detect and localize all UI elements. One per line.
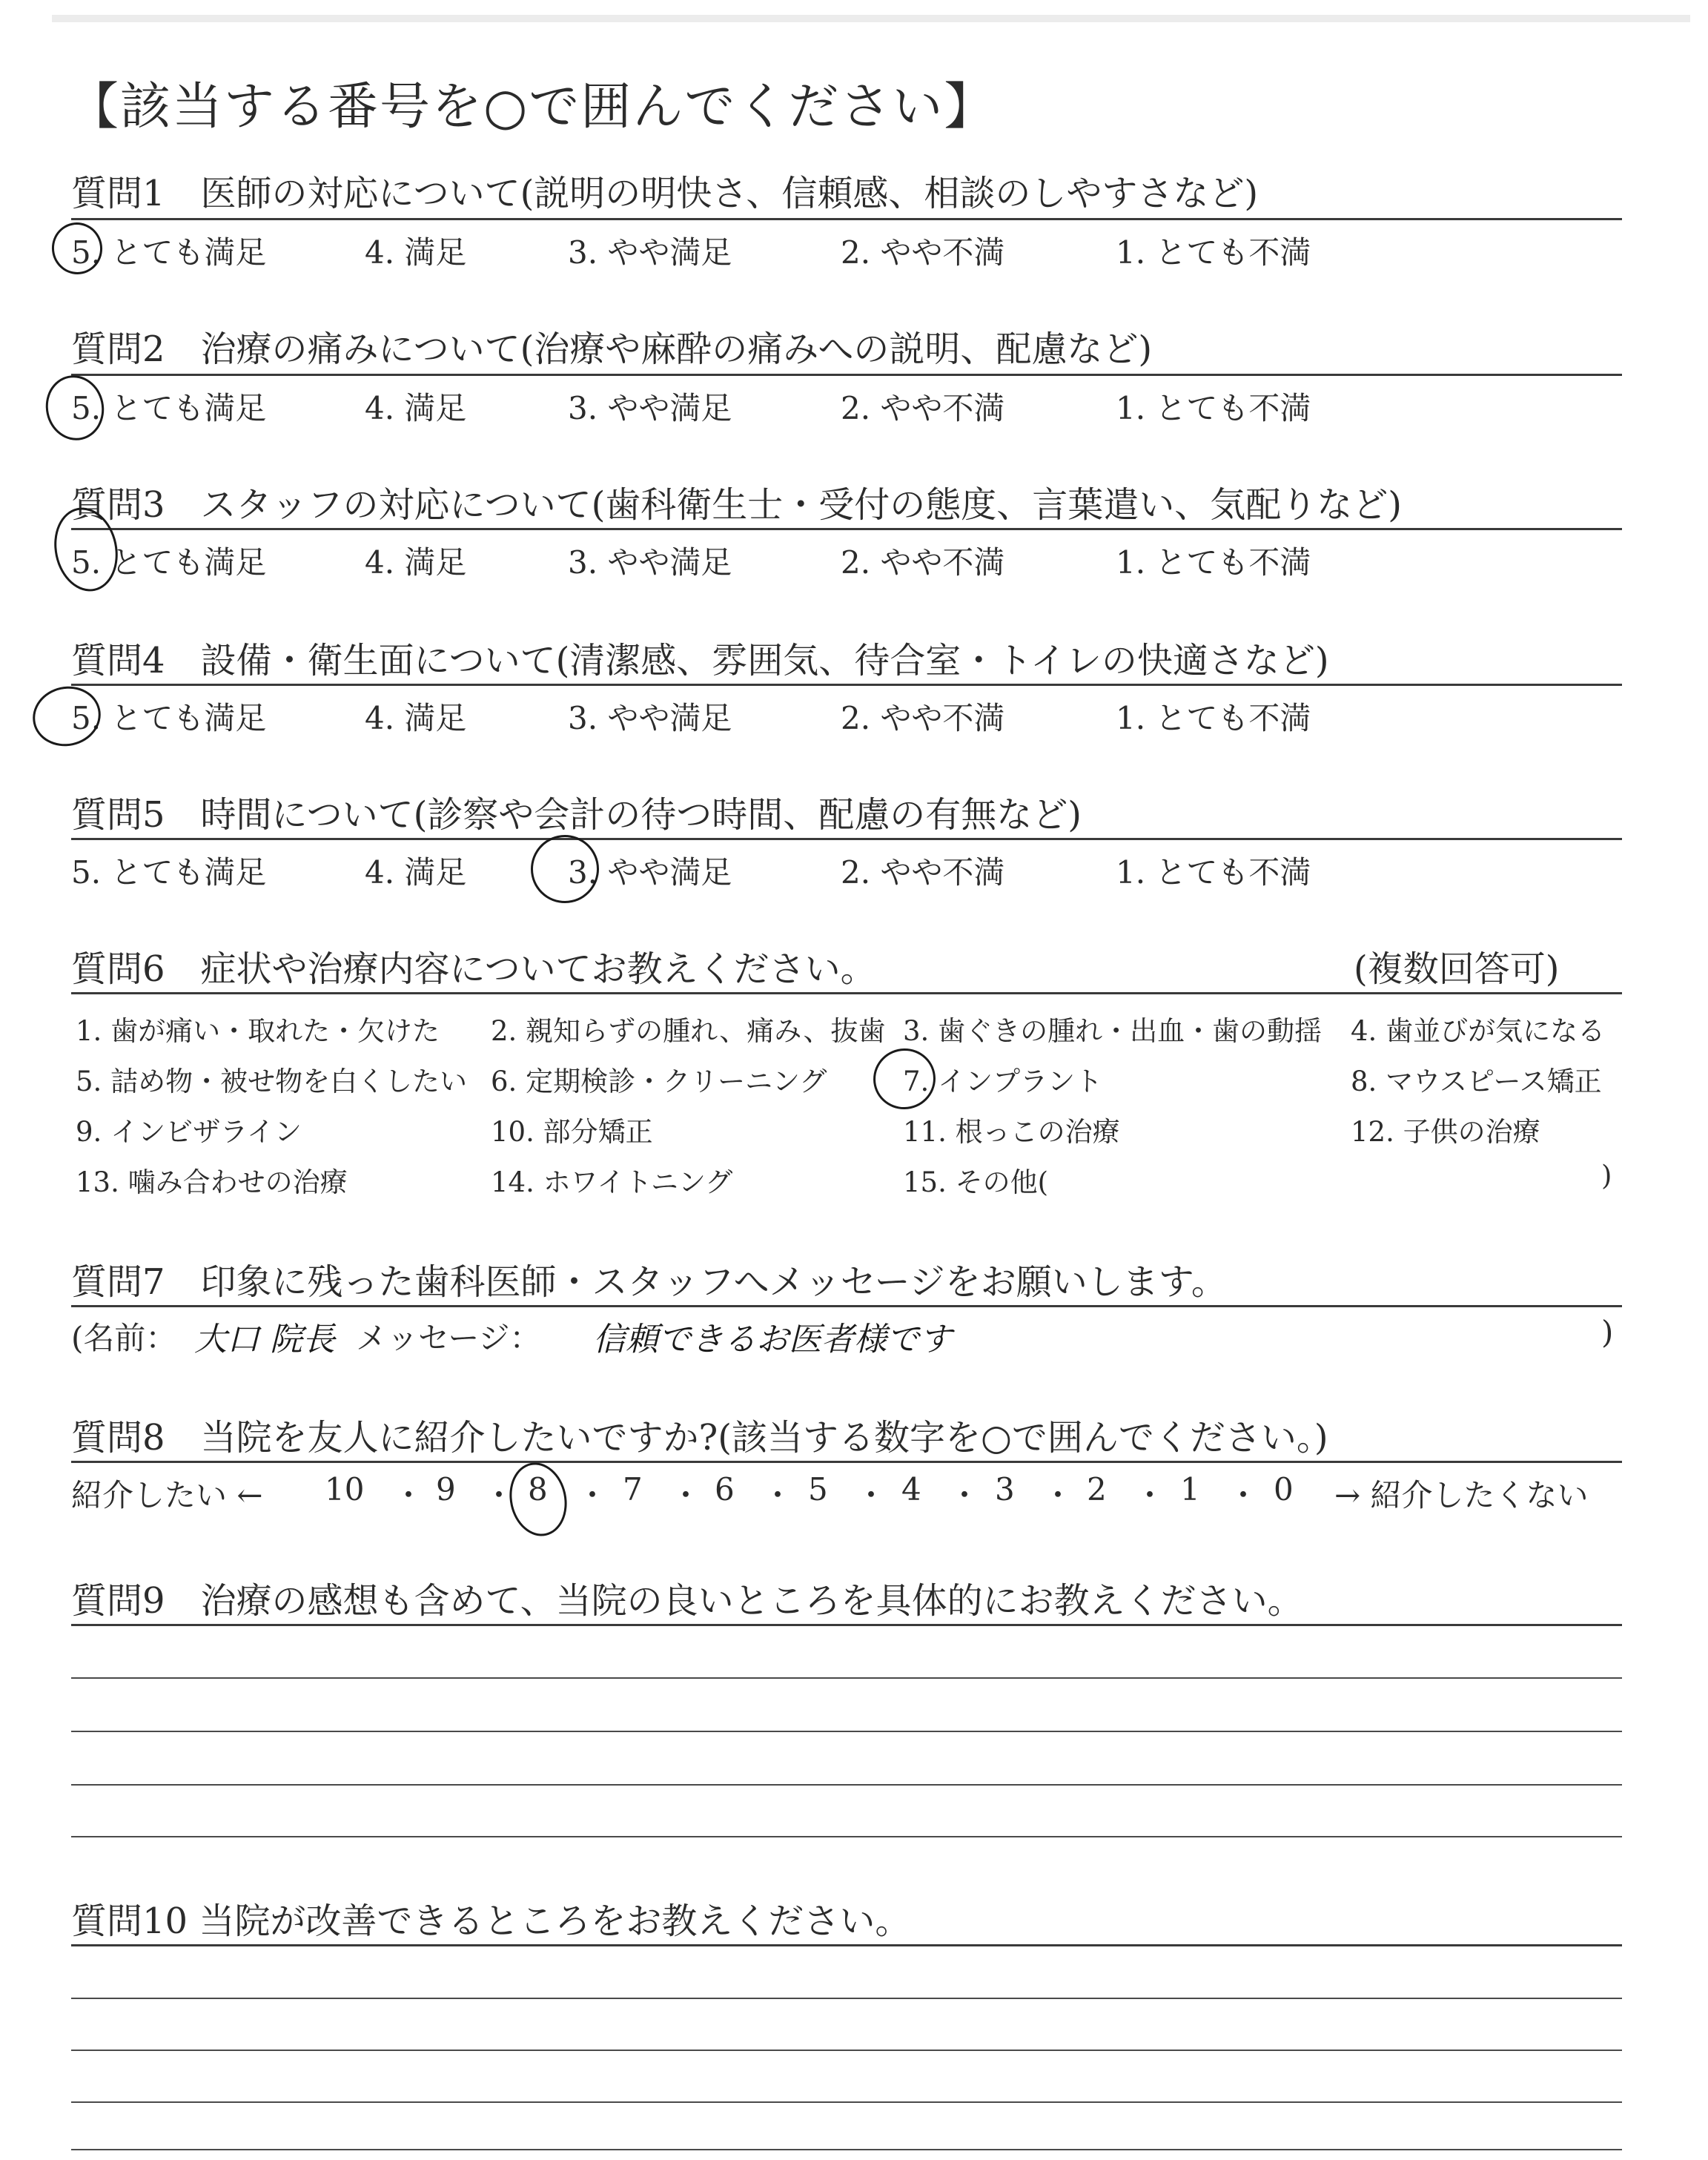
q4-answer-circle (27, 680, 107, 752)
q2-option-5[interactable]: 5. とても満足 (71, 390, 267, 426)
q7-message-value[interactable]: 信頼できるお医者様です (593, 1321, 952, 1358)
q8-dot: ・ (670, 1477, 702, 1513)
q3-option-2[interactable]: 2. やや不満 (841, 544, 1005, 581)
q5-option-3[interactable]: 3. やや満足 (568, 854, 732, 891)
q10-rule (71, 1944, 1622, 1946)
q1-option-1[interactable]: 1. とても不満 (1116, 234, 1311, 271)
q6-item-14[interactable]: 14. ホワイトニング (491, 1166, 733, 1198)
q8-score-7[interactable]: 7 (623, 1471, 643, 1507)
q8-rule (71, 1461, 1622, 1463)
q8-score-4[interactable]: 4 (901, 1471, 921, 1507)
q5-option-5[interactable]: 5. とても満足 (71, 854, 267, 891)
q9-answer-line[interactable] (71, 1836, 1622, 1837)
q8-right-label: → 紹介したくない (1334, 1477, 1589, 1513)
q10-answer-line[interactable] (71, 2101, 1622, 2103)
q8-heading: 質問8 当院を友人に紹介したいですか?(該当する数字を○で囲んでください。) (71, 1417, 1328, 1459)
q2-option-4[interactable]: 4. 満足 (365, 390, 467, 426)
q8-score-2[interactable]: 2 (1087, 1471, 1107, 1507)
q7-name-label: (名前： (71, 1320, 177, 1356)
q3-heading: 質問3 スタッフの対応について(歯科衛生士・受付の態度、言葉遣い、気配りなど) (71, 484, 1403, 526)
q10-answer-line[interactable] (71, 1998, 1622, 1999)
q6-item-11[interactable]: 11. 根っこの治療 (903, 1116, 1120, 1148)
q3-option-5[interactable]: 5. とても満足 (71, 544, 267, 581)
q6-item-10[interactable]: 10. 部分矯正 (491, 1116, 653, 1148)
q8-score-3[interactable]: 3 (995, 1471, 1015, 1507)
q6-answer-circle (867, 1043, 941, 1115)
q1-option-5[interactable]: 5. とても満足 (71, 234, 267, 271)
q2-heading: 質問2 治療の痛みについて(治療や麻酔の痛みへの説明、配慮など) (71, 328, 1153, 370)
q5-heading: 質問5 時間について(診察や会計の待つ時間、配慮の有無など) (71, 794, 1082, 836)
q2-option-1[interactable]: 1. とても不満 (1116, 390, 1311, 426)
q8-dot: ・ (1134, 1477, 1166, 1513)
q6-item-3[interactable]: 3. 歯ぐきの腫れ・出血・歯の動揺 (903, 1015, 1323, 1047)
q6-item-6[interactable]: 6. 定期検診・クリーニング (491, 1066, 827, 1097)
q8-score-9[interactable]: 9 (436, 1471, 456, 1507)
q3-option-3[interactable]: 3. やや満足 (568, 544, 732, 581)
q1-option-4[interactable]: 4. 満足 (365, 234, 467, 271)
q5-option-2[interactable]: 2. やや不満 (841, 854, 1005, 891)
q4-option-1[interactable]: 1. とても不満 (1116, 700, 1311, 736)
q6-heading: 質問6 症状や治療内容についてお教えください。 (71, 948, 876, 990)
q6-item-15[interactable]: 15. その他( (903, 1166, 1049, 1198)
q6-item-13[interactable]: 13. 噛み合わせの治療 (76, 1166, 348, 1198)
q8-answer-circle (503, 1457, 573, 1542)
q8-dot: ・ (1042, 1477, 1074, 1513)
q8-score-8[interactable]: 8 (528, 1471, 548, 1507)
form-title: 【該当する番号を○で囲んでください】 (68, 78, 996, 136)
q8-score-0[interactable]: 0 (1274, 1471, 1294, 1507)
q7-rule (71, 1305, 1622, 1307)
q1-rule (71, 218, 1622, 220)
q6-item-2[interactable]: 2. 親知らずの腫れ、痛み、抜歯 (491, 1015, 886, 1047)
q6-item-7[interactable]: 7. インプラント (903, 1066, 1103, 1097)
q8-left-label: 紹介したい ← (71, 1477, 263, 1513)
q9-rule (71, 1624, 1622, 1626)
q6-item-9[interactable]: 9. インビザライン (76, 1116, 302, 1148)
q6-rule (71, 992, 1622, 994)
q8-score-6[interactable]: 6 (715, 1471, 735, 1507)
q8-dot: ・ (483, 1477, 515, 1513)
q7-close-paren: ) (1601, 1314, 1614, 1350)
q1-option-2[interactable]: 2. やや不満 (841, 234, 1005, 271)
q3-option-4[interactable]: 4. 満足 (365, 544, 467, 581)
q4-option-4[interactable]: 4. 満足 (365, 700, 467, 736)
q8-dot: ・ (949, 1477, 981, 1513)
q6-item-4[interactable]: 4. 歯並びが気になる (1351, 1015, 1606, 1047)
q10-heading: 質問10 当院が改善できるところをお教えください。 (71, 1900, 911, 1942)
q1-heading: 質問1 医師の対応について(説明の明快さ、信頼感、相談のしやすさなど) (71, 173, 1259, 214)
q2-option-2[interactable]: 2. やや不満 (841, 390, 1005, 426)
q6-item-12[interactable]: 12. 子供の治療 (1351, 1116, 1540, 1148)
q1-option-3[interactable]: 3. やや満足 (568, 234, 732, 271)
q6-item-1[interactable]: 1. 歯が痛い・取れた・欠けた (76, 1015, 440, 1047)
q9-answer-line[interactable] (71, 1784, 1622, 1786)
scan-top-edge (52, 15, 1690, 22)
q8-dot: ・ (393, 1477, 425, 1513)
q4-option-2[interactable]: 2. やや不満 (841, 700, 1005, 736)
q9-answer-line[interactable] (71, 1677, 1622, 1679)
q8-dot: ・ (762, 1477, 794, 1513)
q10-answer-line[interactable] (71, 2050, 1622, 2051)
q9-answer-line[interactable] (71, 1731, 1622, 1732)
q8-score-5[interactable]: 5 (808, 1471, 828, 1507)
q5-option-4[interactable]: 4. 満足 (365, 854, 467, 891)
q8-score-10[interactable]: 10 (325, 1471, 365, 1507)
q8-dot: ・ (855, 1477, 887, 1513)
q5-answer-circle (524, 828, 605, 909)
q8-score-1[interactable]: 1 (1180, 1471, 1200, 1507)
q8-dot: ・ (577, 1477, 609, 1513)
q6-item-8[interactable]: 8. マウスピース矯正 (1351, 1066, 1602, 1097)
q4-heading: 質問4 設備・衛生面について(清潔感、雰囲気、待合室・トイレの快適さなど) (71, 640, 1329, 681)
q3-option-1[interactable]: 1. とても不満 (1116, 544, 1311, 581)
q2-answer-circle (40, 370, 110, 446)
q10-answer-line[interactable] (71, 2149, 1622, 2150)
q2-option-3[interactable]: 3. やや満足 (568, 390, 732, 426)
q8-dot: ・ (1228, 1477, 1260, 1513)
q7-message-label: メッセージ： (356, 1320, 541, 1356)
q6-item-5[interactable]: 5. 詰め物・被せ物を白くしたい (76, 1066, 468, 1097)
q5-rule (71, 838, 1622, 840)
q4-option-5[interactable]: 5. とても満足 (71, 700, 267, 736)
q7-heading: 質問7 印象に残った歯科医師・スタッフへメッセージをお願いします。 (71, 1261, 1227, 1303)
q5-option-1[interactable]: 1. とても不満 (1116, 854, 1311, 891)
q4-rule (71, 684, 1622, 686)
q3-rule (71, 528, 1622, 530)
q6-multiple-note: (複数回答可) (1354, 948, 1560, 990)
q6-item-15-close: ) (1601, 1160, 1612, 1192)
q9-heading: 質問9 治療の感想も含めて、当院の良いところを具体的にお教えください。 (71, 1580, 1303, 1622)
q4-option-3[interactable]: 3. やや満足 (568, 700, 732, 736)
q7-name-value[interactable]: 大口 院長 (194, 1321, 335, 1358)
q2-rule (71, 374, 1622, 376)
